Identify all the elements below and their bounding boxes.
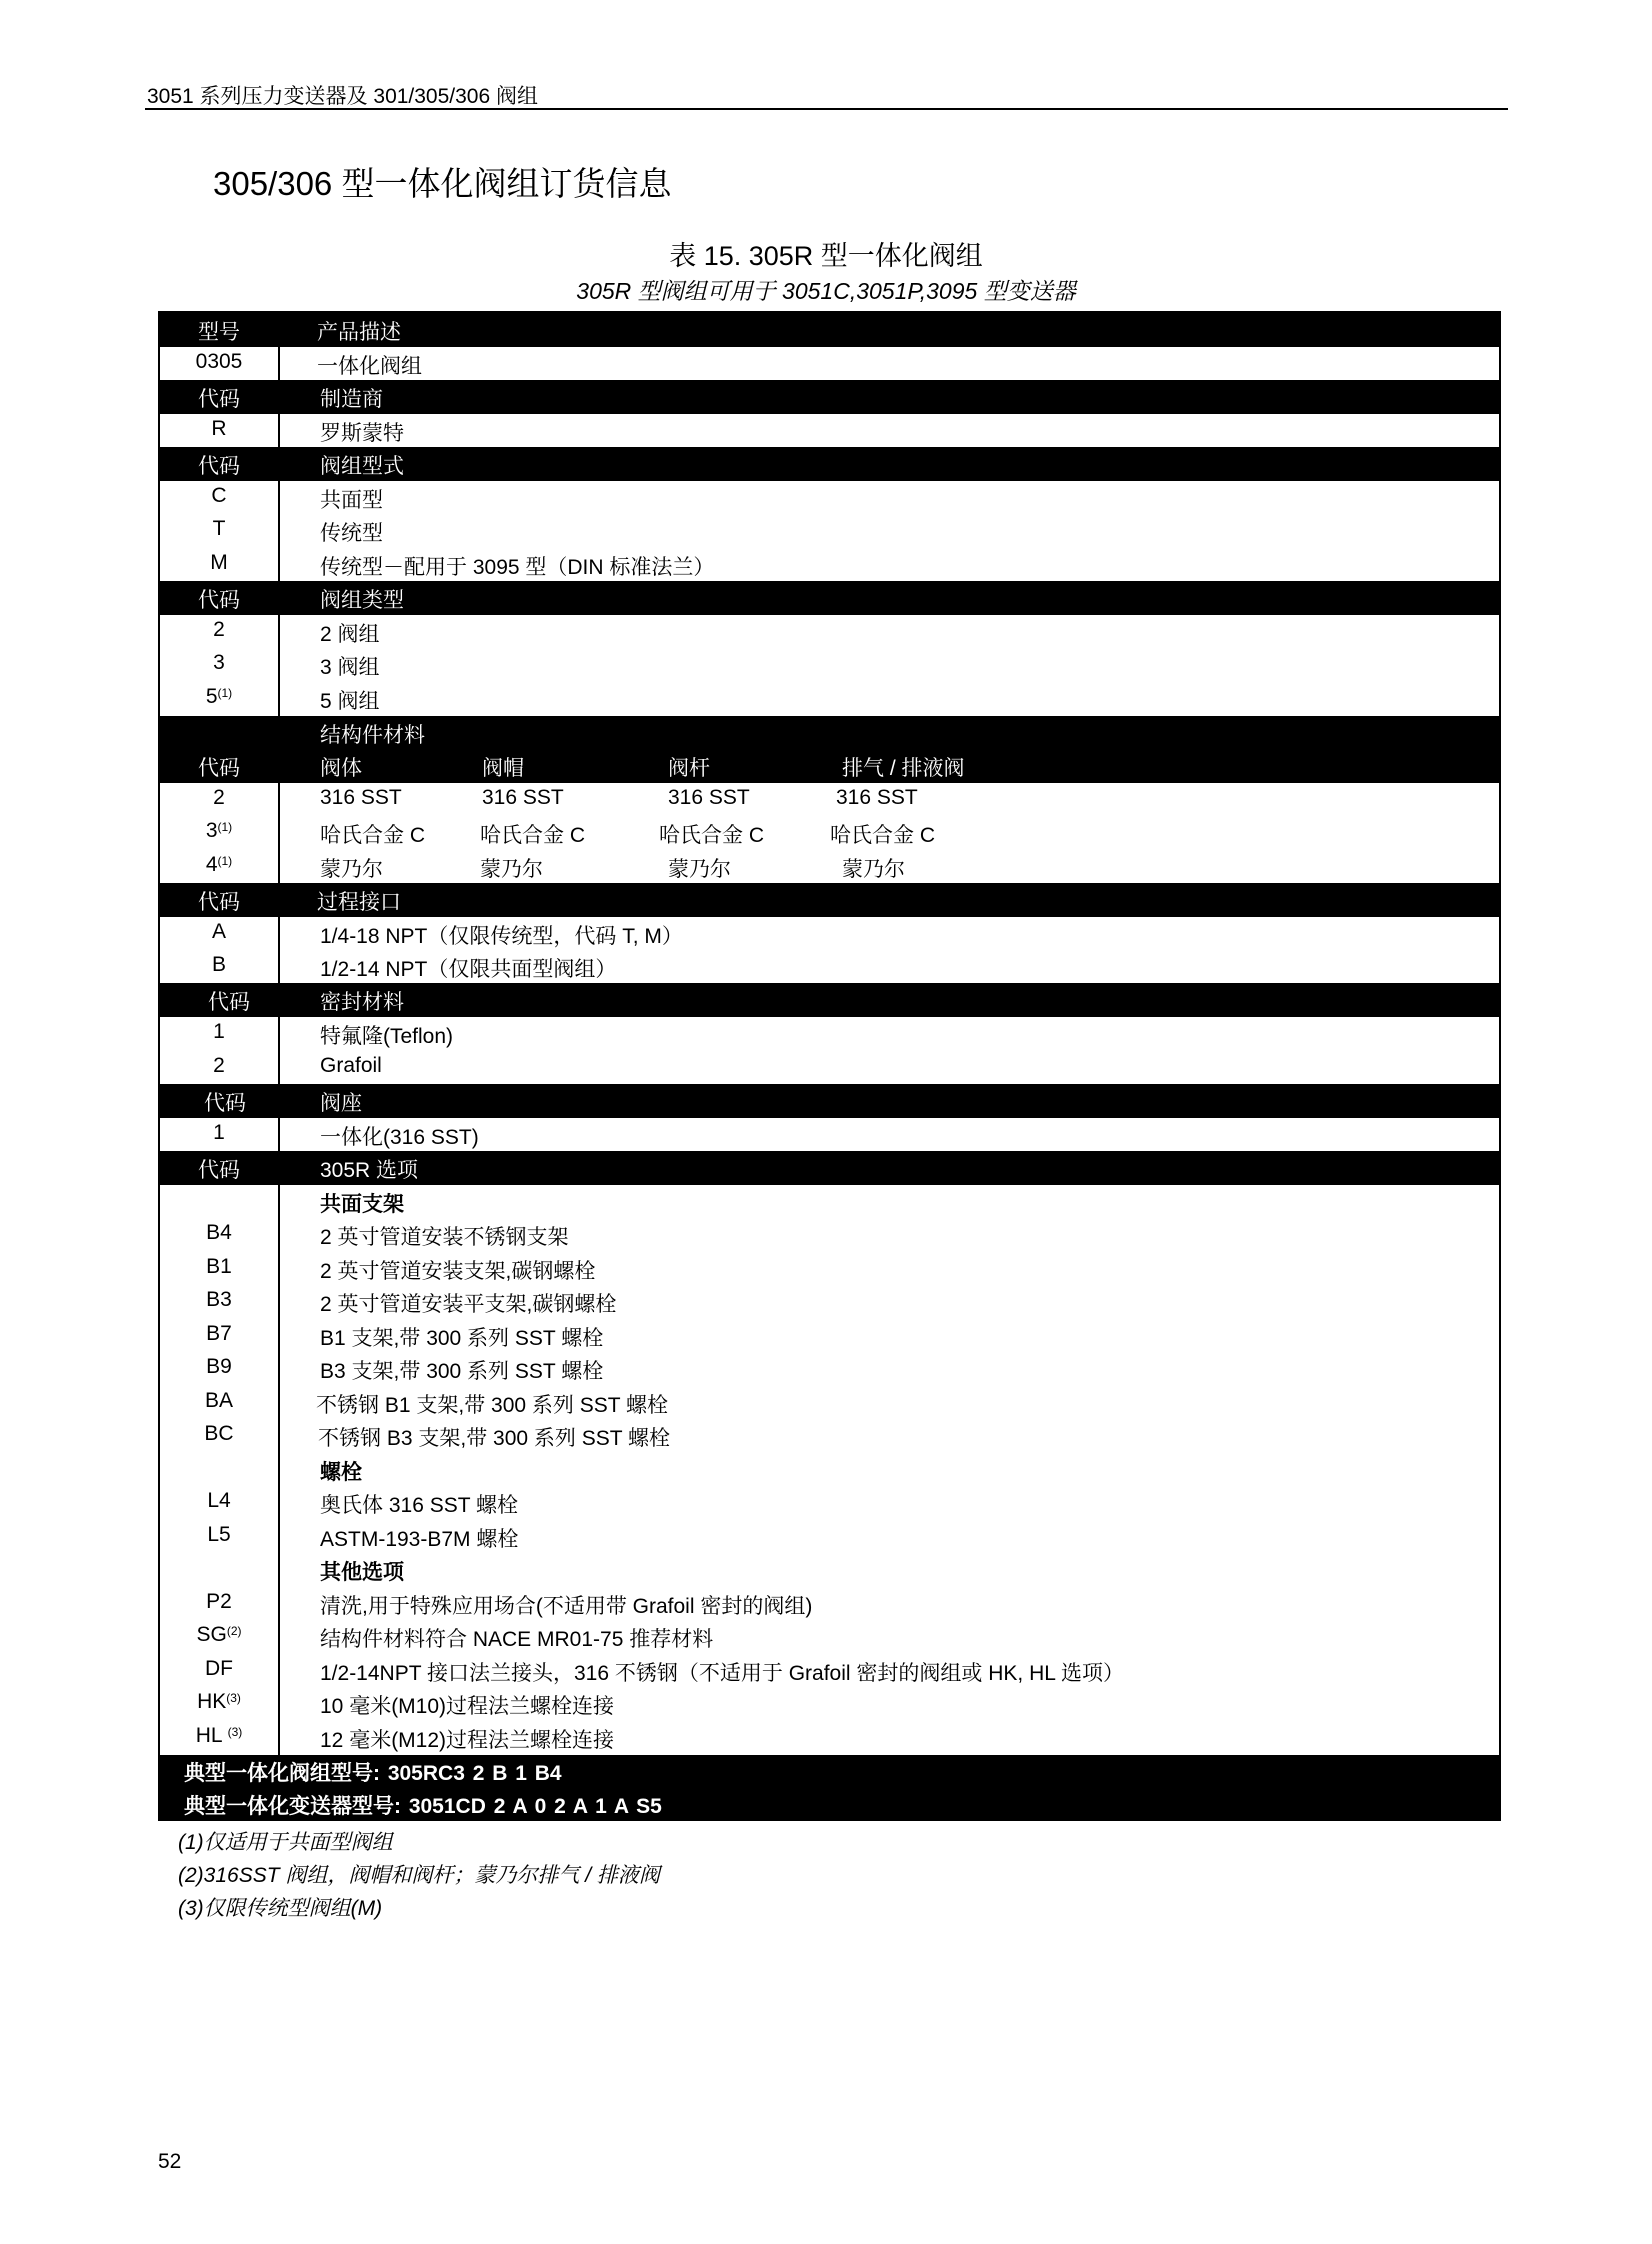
row-code: 2 [213, 618, 225, 641]
row-code: B [211, 953, 226, 976]
page-number: 52 [158, 2150, 182, 2173]
row-desc: 特氟隆(Teflon) [320, 1025, 454, 1048]
row-desc: ASTM-193-B7M 螺栓 [320, 1528, 519, 1551]
row-code: BC [204, 1422, 234, 1445]
row-desc: B1 支架,带 300 系列 SST 螺栓 [320, 1327, 604, 1350]
row-desc: 1/2-14 NPT（仅限共面型阀组） [320, 958, 617, 981]
manifold-type-desc-header: 阀组类型 [320, 589, 404, 612]
row-code: 1 [213, 1121, 225, 1144]
row-desc: 共面型 [320, 489, 383, 512]
material-stem: 哈氏合金 C [659, 824, 764, 847]
footnote: (3)仅限传统型阀组(M) [178, 1897, 383, 1920]
row-desc: 不锈钢 B3 支架,带 300 系列 SST 螺栓 [318, 1427, 671, 1450]
row-code: B7 [206, 1322, 232, 1345]
materials-col-header-stem: 阀杆 [668, 757, 710, 780]
header-rule [145, 108, 1508, 110]
model-desc-header: 产品描述 [317, 321, 401, 344]
row-code: L5 [207, 1523, 231, 1546]
row-desc: 罗斯蒙特 [320, 422, 404, 445]
row-desc: 奥氏体 316 SST 螺栓 [320, 1494, 519, 1517]
process-connection-code-header: 代码 [198, 891, 240, 914]
footnotes [178, 1826, 660, 1925]
row-desc: 1/4-18 NPT（仅限传统型，代码 T, M） [320, 925, 683, 948]
footnote-ref: (1) [217, 820, 233, 834]
material-stem: 316 SST [668, 786, 750, 809]
row-code: A [211, 920, 226, 943]
column-divider [278, 783, 280, 883]
row-code: M [210, 551, 228, 574]
material-bonnet: 316 SST [482, 786, 564, 809]
row-code: T [212, 517, 226, 540]
materials-code-header: 代码 [198, 757, 240, 780]
row-code: B1 [206, 1255, 232, 1278]
model-code: 0305 [195, 350, 243, 373]
row-code: B9 [206, 1355, 232, 1378]
row-code: C [211, 484, 227, 507]
material-vent: 哈氏合金 C [830, 824, 935, 847]
row-code: P2 [206, 1590, 232, 1613]
row-code: 2 [213, 786, 225, 809]
row-desc: 10 毫米(M10)过程法兰螺栓连接 [320, 1695, 615, 1718]
row-desc: 结构件材料符合 NACE MR01-75 推荐材料 [320, 1628, 714, 1651]
column-divider [278, 1017, 280, 1084]
row-desc: 不锈钢 B1 支架,带 300 系列 SST 螺栓 [316, 1394, 669, 1417]
materials-col-header-body: 阀体 [320, 757, 362, 780]
row-code: SG$^{(2)}$ [196, 1623, 242, 1646]
row-desc: 5 阀组 [320, 690, 380, 713]
typical-transmitter-model: 典型一体化变送器型号: 3051CD 2 A 0 2 A 1 A S5 [184, 1795, 662, 1818]
materials-col-header-bonnet: 阀帽 [482, 757, 524, 780]
manifold-type-code-header: 代码 [198, 589, 240, 612]
manifold-style-code-header: 代码 [198, 455, 240, 478]
row-code: 5$^{(1)}$ [205, 685, 233, 708]
row-desc: 1/2-14NPT 接口法兰接头，316 不锈钢（不适用于 Grafoil 密封的阀组或 HK, HL 选项） [320, 1662, 1124, 1685]
material-bonnet: 蒙乃尔 [480, 858, 543, 881]
row-code: BA [204, 1389, 233, 1412]
table-subtitle: 305R 型阀组可用于 3051C,3051P,3095 型变送器 [576, 278, 1076, 304]
row-code: L4 [207, 1489, 231, 1512]
valve-seat-desc-header: 阀座 [320, 1092, 362, 1115]
row-code: R [211, 417, 227, 440]
column-divider [278, 347, 280, 380]
row-code: B3 [206, 1288, 232, 1311]
subheader-label: 螺栓 [320, 1461, 362, 1484]
row-code: DF [205, 1657, 233, 1680]
manufacturer-code-header: 代码 [198, 388, 240, 411]
row-desc: 2 英寸管道安装支架,碳钢螺栓 [320, 1260, 596, 1283]
material-body: 哈氏合金 C [320, 824, 425, 847]
row-desc: 传统型－配用于 3095 型（DIN 标准法兰） [320, 556, 715, 579]
row-desc: 清洗,用于特殊应用场合(不适用带 Grafoil 密封的阀组) [320, 1595, 813, 1618]
column-divider [278, 414, 280, 447]
options-desc-header: 305R 选项 [320, 1159, 419, 1182]
process-connection-desc-header: 过程接口 [317, 891, 401, 914]
spec-table [158, 311, 1501, 1821]
row-desc: Grafoil [320, 1054, 382, 1077]
row-desc: 一体化(316 SST) [320, 1126, 479, 1149]
model-code-header: 型号 [198, 321, 240, 344]
row-desc: 2 英寸管道安装平支架,碳钢螺栓 [320, 1293, 617, 1316]
materials-group-header: 结构件材料 [320, 724, 425, 747]
row-code: 3 [213, 651, 225, 674]
manifold-style-desc-header: 阀组型式 [320, 455, 404, 478]
footnote-ref: (2) [226, 1624, 242, 1638]
options-code-header: 代码 [198, 1159, 240, 1182]
column-divider [278, 481, 280, 581]
row-code: 1 [213, 1020, 225, 1043]
material-body: 蒙乃尔 [320, 858, 383, 881]
row-code: HK$^{(3)}$ [197, 1690, 241, 1713]
row-desc: 2 阀组 [320, 623, 380, 646]
running-header: 3051 系列压力变送器及 301/305/306 阀组 [147, 85, 539, 108]
column-divider [278, 1185, 280, 1755]
footnote-ref: (3) [226, 1691, 241, 1705]
column-divider [278, 917, 280, 983]
row-code: 4$^{(1)}$ [205, 853, 233, 876]
column-divider [278, 1118, 280, 1151]
seal-material-code-header: 代码 [208, 991, 250, 1014]
row-code: 3$^{(1)}$ [205, 819, 233, 842]
table-title: 表 15. 305R 型一体化阀组 [669, 241, 983, 271]
typical-manifold-model: 典型一体化阀组型号: 305RC3 2 B 1 B4 [184, 1762, 562, 1785]
row-code: 2 [213, 1054, 225, 1077]
model-desc: 一体化阀组 [317, 355, 422, 378]
footnote: (1)仅适用于共面型阀组 [178, 1831, 393, 1854]
valve-seat-code-header: 代码 [204, 1092, 246, 1115]
material-vent: 316 SST [836, 786, 918, 809]
material-bonnet: 哈氏合金 C [480, 824, 585, 847]
materials-col-header-vent: 排气 / 排液阀 [842, 757, 965, 780]
row-code: B4 [206, 1221, 232, 1244]
footnote-ref: (1) [217, 854, 233, 868]
material-stem: 蒙乃尔 [668, 858, 731, 881]
row-code: HL $^{(3)}$ [195, 1724, 243, 1747]
footnote-ref: (3) [227, 1725, 243, 1739]
row-desc: 12 毫米(M12)过程法兰螺栓连接 [320, 1729, 615, 1752]
column-divider [278, 615, 280, 716]
material-body: 316 SST [320, 786, 402, 809]
seal-material-desc-header: 密封材料 [320, 991, 404, 1014]
material-vent: 蒙乃尔 [842, 858, 905, 881]
row-desc: 传统型 [320, 522, 383, 545]
row-desc: B3 支架,带 300 系列 SST 螺栓 [320, 1360, 604, 1383]
subheader-label: 共面支架 [320, 1193, 404, 1216]
section-title: 305/306 型一体化阀组订货信息 [213, 165, 672, 202]
subheader-label: 其他选项 [320, 1561, 404, 1584]
manufacturer-desc-header: 制造商 [320, 388, 383, 411]
footnote: (2)316SST 阀组，阀帽和阀杆；蒙乃尔排气 / 排液阀 [178, 1864, 660, 1887]
row-desc: 2 英寸管道安装不锈钢支架 [320, 1226, 569, 1249]
footnote-ref: (1) [217, 686, 233, 700]
row-desc: 3 阀组 [320, 656, 380, 679]
